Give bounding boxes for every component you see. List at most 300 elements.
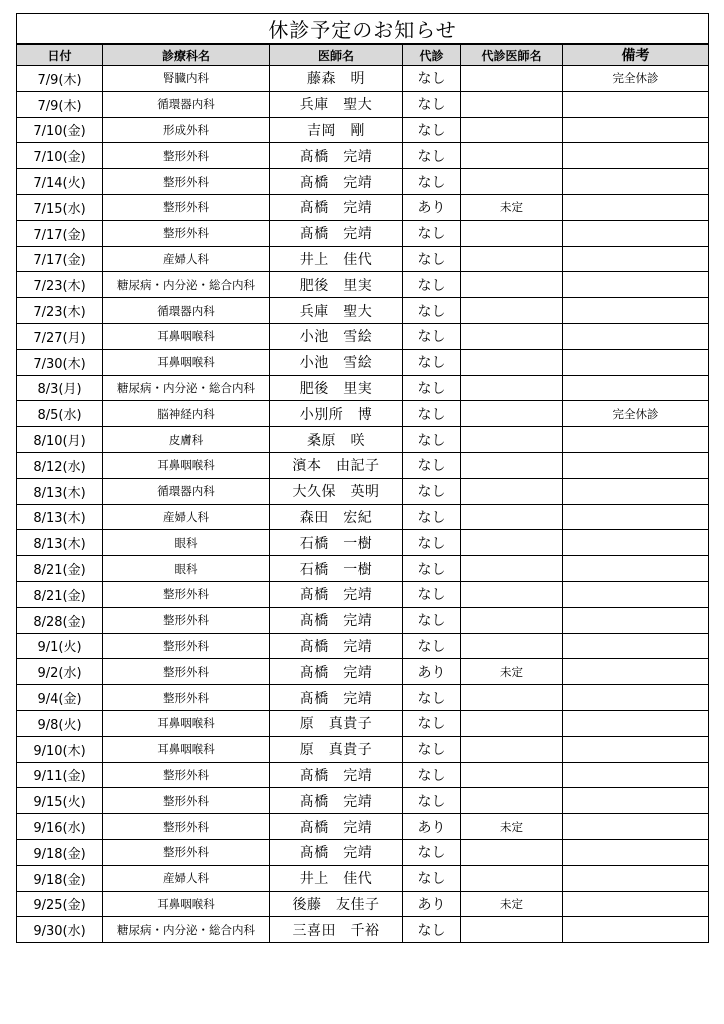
substitute-cell bbox=[403, 220, 461, 246]
date-cell-text: 9/18(金) bbox=[33, 872, 86, 888]
date-cell-text: 8/12(水) bbox=[33, 459, 86, 475]
table-row bbox=[17, 762, 709, 788]
date-cell-text: 9/16(水) bbox=[33, 821, 86, 836]
department-cell-text: 整形外科 bbox=[163, 767, 209, 782]
remarks-cell-text: 完全休診 bbox=[612, 406, 659, 421]
doctor-cell bbox=[270, 349, 403, 375]
doctor-cell-text: 藤森 明 bbox=[307, 71, 365, 88]
remarks-cell bbox=[563, 220, 709, 246]
table-row bbox=[17, 788, 709, 814]
substitute-doctor-cell bbox=[461, 607, 563, 633]
department-cell-text: 整形外科 bbox=[163, 174, 209, 189]
substitute-cell bbox=[403, 504, 461, 530]
substitute-cell-text: あり bbox=[417, 896, 446, 913]
department-cell bbox=[103, 891, 270, 917]
substitute-cell bbox=[403, 556, 461, 582]
date-cell-text: 8/13(木) bbox=[33, 485, 86, 501]
table-row bbox=[17, 349, 709, 375]
remarks-cell bbox=[563, 633, 709, 659]
date-cell-text: 7/23(木) bbox=[33, 305, 86, 321]
remarks-cell bbox=[563, 736, 709, 762]
department-cell bbox=[103, 736, 270, 762]
substitute-doctor-cell bbox=[461, 865, 563, 891]
doctor-cell-text: 肥後 里実 bbox=[299, 277, 373, 294]
table-row bbox=[17, 891, 709, 917]
doctor-cell bbox=[270, 220, 403, 246]
table-row bbox=[17, 220, 709, 246]
substitute-cell bbox=[403, 349, 461, 375]
doctor-cell-text: 兵庫 聖大 bbox=[299, 97, 373, 114]
table-row bbox=[17, 865, 709, 891]
substitute-cell bbox=[403, 143, 461, 169]
date-cell bbox=[17, 194, 103, 220]
substitute-cell bbox=[403, 375, 461, 401]
substitute-cell bbox=[403, 401, 461, 427]
doctor-cell bbox=[270, 323, 403, 349]
date-cell bbox=[17, 272, 103, 298]
doctor-cell bbox=[270, 375, 403, 401]
date-cell bbox=[17, 143, 103, 169]
remarks-cell-text: 完全休診 bbox=[612, 71, 659, 86]
substitute-doctor-cell bbox=[461, 452, 563, 478]
doctor-cell bbox=[270, 117, 403, 143]
doctor-cell-text: 髙橋 完靖 bbox=[299, 819, 373, 836]
department-cell bbox=[103, 607, 270, 633]
substitute-cell bbox=[403, 91, 461, 117]
date-cell bbox=[17, 710, 103, 736]
substitute-cell-text: なし bbox=[417, 871, 446, 888]
department-cell bbox=[103, 659, 270, 685]
remarks-cell bbox=[563, 272, 709, 298]
substitute-doctor-cell bbox=[461, 323, 563, 349]
substitute-doctor-cell-text: 未定 bbox=[500, 896, 523, 911]
substitute-doctor-cell bbox=[461, 91, 563, 117]
substitute-cell bbox=[403, 323, 461, 349]
date-cell bbox=[17, 530, 103, 556]
date-cell bbox=[17, 659, 103, 685]
remarks-cell bbox=[563, 659, 709, 685]
substitute-cell bbox=[403, 581, 461, 607]
substitute-cell-text: なし bbox=[417, 174, 446, 191]
table-row bbox=[17, 401, 709, 427]
remarks-cell bbox=[563, 298, 709, 324]
doctor-cell-text: 髙橋 完靖 bbox=[299, 690, 373, 707]
date-cell-text: 7/15(水) bbox=[33, 201, 86, 217]
doctor-cell-text: 髙橋 完靖 bbox=[299, 174, 373, 191]
substitute-cell bbox=[403, 607, 461, 633]
date-cell bbox=[17, 91, 103, 117]
table-row bbox=[17, 659, 709, 685]
substitute-cell-text: なし bbox=[417, 638, 446, 655]
date-cell-text: 8/28(金) bbox=[33, 614, 86, 630]
date-cell bbox=[17, 865, 103, 891]
substitute-doctor-cell bbox=[461, 478, 563, 504]
header-substitute-doctor: 代診医師名 bbox=[461, 44, 563, 66]
department-cell-text: 糖尿病・内分泌・総合内科 bbox=[117, 922, 255, 937]
date-cell-text: 7/9(木) bbox=[37, 98, 82, 114]
doctor-cell bbox=[270, 91, 403, 117]
date-cell-text: 8/21(金) bbox=[33, 588, 86, 604]
doctor-cell bbox=[270, 839, 403, 865]
doctor-cell-text: 石橋 一樹 bbox=[299, 535, 373, 552]
substitute-doctor-cell bbox=[461, 66, 563, 92]
doctor-cell-text: 原 真貴子 bbox=[299, 716, 373, 733]
header-date: 日付 bbox=[17, 44, 103, 66]
doctor-cell-text: 髙橋 完靖 bbox=[299, 638, 373, 655]
department-cell bbox=[103, 633, 270, 659]
doctor-cell bbox=[270, 556, 403, 582]
remarks-cell bbox=[563, 917, 709, 943]
date-cell bbox=[17, 117, 103, 143]
date-cell bbox=[17, 375, 103, 401]
doctor-cell-text: 大久保 英明 bbox=[292, 484, 380, 501]
remarks-cell bbox=[563, 194, 709, 220]
department-cell-text: 循環器内科 bbox=[157, 303, 215, 318]
doctor-cell-text: 濱本 由記子 bbox=[292, 458, 380, 475]
date-cell-text: 9/18(金) bbox=[33, 846, 86, 862]
substitute-doctor-cell-text: 未定 bbox=[500, 200, 523, 215]
date-cell bbox=[17, 220, 103, 246]
date-cell bbox=[17, 452, 103, 478]
department-cell-text: 産婦人科 bbox=[163, 251, 209, 266]
doctor-cell-text: 髙橋 完靖 bbox=[299, 845, 373, 862]
department-cell-text: 耳鼻咽喉科 bbox=[157, 329, 215, 344]
substitute-cell bbox=[403, 66, 461, 92]
table-row bbox=[17, 298, 709, 324]
table-row bbox=[17, 427, 709, 453]
remarks-cell bbox=[563, 401, 709, 427]
substitute-cell-text: なし bbox=[417, 587, 446, 604]
substitute-cell-text: なし bbox=[417, 277, 446, 294]
header-remarks: 備考 bbox=[563, 44, 709, 66]
department-cell-text: 耳鼻咽喉科 bbox=[157, 355, 215, 370]
substitute-cell-text: なし bbox=[417, 690, 446, 707]
substitute-cell-text: なし bbox=[417, 535, 446, 552]
doctor-cell-text: 桑原 咲 bbox=[307, 432, 365, 449]
date-cell bbox=[17, 504, 103, 530]
doctor-cell bbox=[270, 478, 403, 504]
doctor-cell bbox=[270, 581, 403, 607]
table-row bbox=[17, 117, 709, 143]
table-row bbox=[17, 814, 709, 840]
department-cell-text: 整形外科 bbox=[163, 793, 209, 808]
substitute-cell-text: あり bbox=[417, 664, 446, 681]
doctor-cell-text: 髙橋 完靖 bbox=[299, 613, 373, 630]
substitute-doctor-cell bbox=[461, 401, 563, 427]
substitute-doctor-cell bbox=[461, 246, 563, 272]
date-cell-text: 9/30(水) bbox=[33, 924, 86, 940]
department-cell bbox=[103, 117, 270, 143]
date-cell-text: 8/21(金) bbox=[33, 563, 86, 579]
substitute-doctor-cell-text: 未定 bbox=[500, 664, 523, 679]
substitute-doctor-cell bbox=[461, 530, 563, 556]
date-cell-text: 9/15(火) bbox=[33, 795, 86, 811]
department-cell-text: 整形外科 bbox=[163, 613, 209, 628]
substitute-cell-text: なし bbox=[417, 226, 446, 243]
department-cell-text: 整形外科 bbox=[163, 200, 209, 215]
substitute-doctor-cell bbox=[461, 298, 563, 324]
substitute-cell bbox=[403, 659, 461, 685]
substitute-cell bbox=[403, 917, 461, 943]
department-cell bbox=[103, 349, 270, 375]
department-cell bbox=[103, 530, 270, 556]
date-cell bbox=[17, 169, 103, 195]
substitute-cell-text: なし bbox=[417, 767, 446, 784]
department-cell-text: 耳鼻咽喉科 bbox=[157, 716, 215, 731]
substitute-cell-text: なし bbox=[417, 793, 446, 810]
doctor-cell-text: 髙橋 完靖 bbox=[299, 226, 373, 243]
substitute-cell-text: なし bbox=[417, 122, 446, 139]
department-cell-text: 形成外科 bbox=[163, 122, 209, 137]
table-row bbox=[17, 169, 709, 195]
substitute-doctor-cell-text: 未定 bbox=[500, 819, 523, 834]
doctor-cell-text: 井上 佳代 bbox=[299, 871, 373, 888]
substitute-doctor-cell bbox=[461, 143, 563, 169]
remarks-cell bbox=[563, 762, 709, 788]
header-doctor: 医師名 bbox=[270, 44, 403, 66]
department-cell bbox=[103, 581, 270, 607]
date-cell-text: 7/27(月) bbox=[33, 330, 86, 346]
remarks-cell bbox=[563, 349, 709, 375]
doctor-cell bbox=[270, 659, 403, 685]
doctor-cell-text: 小池 雪絵 bbox=[299, 329, 373, 346]
substitute-cell bbox=[403, 246, 461, 272]
substitute-cell bbox=[403, 169, 461, 195]
date-cell-text: 9/11(金) bbox=[33, 769, 86, 785]
department-cell-text: 耳鼻咽喉科 bbox=[157, 896, 215, 911]
substitute-doctor-cell bbox=[461, 349, 563, 375]
substitute-cell-text: なし bbox=[417, 303, 446, 320]
department-cell-text: 眼科 bbox=[174, 535, 198, 550]
department-cell bbox=[103, 272, 270, 298]
department-cell bbox=[103, 427, 270, 453]
table-row bbox=[17, 452, 709, 478]
date-cell-text: 8/13(木) bbox=[33, 511, 86, 527]
substitute-doctor-cell bbox=[461, 659, 563, 685]
substitute-doctor-cell bbox=[461, 117, 563, 143]
doctor-cell bbox=[270, 504, 403, 530]
doctor-cell bbox=[270, 865, 403, 891]
date-cell-text: 7/23(木) bbox=[33, 279, 86, 295]
date-cell bbox=[17, 349, 103, 375]
notice-title: 休診予定のお知らせ bbox=[17, 14, 709, 45]
substitute-doctor-cell bbox=[461, 581, 563, 607]
department-cell-text: 眼科 bbox=[174, 561, 198, 576]
table-row bbox=[17, 710, 709, 736]
department-cell bbox=[103, 323, 270, 349]
substitute-doctor-cell bbox=[461, 272, 563, 298]
remarks-cell bbox=[563, 710, 709, 736]
doctor-cell-text: 石橋 一樹 bbox=[299, 561, 373, 578]
department-cell bbox=[103, 865, 270, 891]
date-cell-text: 8/5(水) bbox=[37, 408, 82, 424]
substitute-cell-text: なし bbox=[417, 355, 446, 372]
department-cell bbox=[103, 685, 270, 711]
date-cell bbox=[17, 66, 103, 92]
substitute-cell-text: なし bbox=[417, 742, 446, 759]
substitute-doctor-cell bbox=[461, 375, 563, 401]
date-cell bbox=[17, 478, 103, 504]
remarks-cell bbox=[563, 143, 709, 169]
table-row bbox=[17, 530, 709, 556]
substitute-doctor-cell bbox=[461, 504, 563, 530]
date-cell bbox=[17, 814, 103, 840]
doctor-cell bbox=[270, 272, 403, 298]
date-cell bbox=[17, 427, 103, 453]
doctor-cell bbox=[270, 788, 403, 814]
department-cell-text: 整形外科 bbox=[163, 587, 209, 602]
substitute-cell-text: なし bbox=[417, 251, 446, 268]
department-cell-text: 耳鼻咽喉科 bbox=[157, 742, 215, 757]
remarks-cell bbox=[563, 839, 709, 865]
doctor-cell bbox=[270, 762, 403, 788]
remarks-cell bbox=[563, 478, 709, 504]
substitute-cell bbox=[403, 839, 461, 865]
department-cell-text: 整形外科 bbox=[163, 690, 209, 705]
remarks-cell bbox=[563, 530, 709, 556]
department-cell bbox=[103, 401, 270, 427]
doctor-cell-text: 森田 宏紀 bbox=[299, 509, 373, 526]
substitute-cell bbox=[403, 427, 461, 453]
department-cell-text: 整形外科 bbox=[163, 638, 209, 653]
table-row bbox=[17, 839, 709, 865]
substitute-doctor-cell bbox=[461, 633, 563, 659]
date-cell-text: 7/9(木) bbox=[37, 72, 82, 88]
substitute-cell-text: なし bbox=[417, 613, 446, 630]
date-cell-text: 7/10(金) bbox=[33, 150, 86, 166]
table-row bbox=[17, 66, 709, 92]
remarks-cell bbox=[563, 427, 709, 453]
substitute-doctor-cell bbox=[461, 169, 563, 195]
table-row bbox=[17, 917, 709, 943]
department-cell bbox=[103, 710, 270, 736]
date-cell-text: 7/30(木) bbox=[33, 356, 86, 372]
table-row bbox=[17, 736, 709, 762]
doctor-cell bbox=[270, 633, 403, 659]
doctor-cell bbox=[270, 143, 403, 169]
department-cell-text: 循環器内科 bbox=[157, 97, 215, 112]
date-cell-text: 9/4(金) bbox=[37, 692, 82, 708]
table-row bbox=[17, 478, 709, 504]
date-cell bbox=[17, 917, 103, 943]
substitute-cell-text: なし bbox=[417, 922, 446, 939]
substitute-cell bbox=[403, 710, 461, 736]
department-cell bbox=[103, 556, 270, 582]
doctor-cell bbox=[270, 169, 403, 195]
date-cell-text: 8/3(月) bbox=[37, 382, 82, 398]
department-cell-text: 整形外科 bbox=[163, 226, 209, 241]
substitute-doctor-cell bbox=[461, 685, 563, 711]
department-cell bbox=[103, 504, 270, 530]
date-cell bbox=[17, 762, 103, 788]
doctor-cell-text: 小池 雪絵 bbox=[299, 355, 373, 372]
date-cell-text: 9/8(火) bbox=[37, 717, 82, 733]
doctor-cell bbox=[270, 917, 403, 943]
remarks-cell bbox=[563, 865, 709, 891]
substitute-cell bbox=[403, 788, 461, 814]
remarks-cell bbox=[563, 452, 709, 478]
substitute-cell bbox=[403, 194, 461, 220]
department-cell bbox=[103, 478, 270, 504]
date-cell bbox=[17, 788, 103, 814]
date-cell bbox=[17, 891, 103, 917]
substitute-cell-text: なし bbox=[417, 97, 446, 114]
remarks-cell bbox=[563, 323, 709, 349]
doctor-cell bbox=[270, 736, 403, 762]
doctor-cell bbox=[270, 530, 403, 556]
substitute-cell-text: なし bbox=[417, 484, 446, 501]
remarks-cell bbox=[563, 91, 709, 117]
department-cell bbox=[103, 788, 270, 814]
remarks-cell bbox=[563, 556, 709, 582]
substitute-doctor-cell bbox=[461, 788, 563, 814]
table-row bbox=[17, 323, 709, 349]
substitute-doctor-cell bbox=[461, 814, 563, 840]
substitute-cell-text: なし bbox=[417, 71, 446, 88]
table-row bbox=[17, 246, 709, 272]
substitute-cell-text: あり bbox=[417, 200, 446, 217]
department-cell-text: 整形外科 bbox=[163, 664, 209, 679]
date-cell bbox=[17, 298, 103, 324]
substitute-cell bbox=[403, 814, 461, 840]
substitute-doctor-cell bbox=[461, 556, 563, 582]
department-cell bbox=[103, 220, 270, 246]
date-cell-text: 7/10(金) bbox=[33, 124, 86, 140]
doctor-cell bbox=[270, 427, 403, 453]
doctor-cell-text: 井上 佳代 bbox=[299, 251, 373, 268]
substitute-doctor-cell bbox=[461, 891, 563, 917]
department-cell-text: 皮膚科 bbox=[168, 432, 204, 447]
doctor-cell bbox=[270, 298, 403, 324]
remarks-cell bbox=[563, 375, 709, 401]
date-cell-text: 9/1(火) bbox=[37, 640, 82, 656]
department-cell bbox=[103, 839, 270, 865]
doctor-cell-text: 兵庫 聖大 bbox=[299, 303, 373, 320]
substitute-cell-text: なし bbox=[417, 561, 446, 578]
table-row bbox=[17, 633, 709, 659]
department-cell-text: 整形外科 bbox=[163, 819, 209, 834]
header-department: 診療科名 bbox=[103, 44, 270, 66]
date-cell-text: 9/2(水) bbox=[37, 666, 82, 682]
table-row bbox=[17, 91, 709, 117]
doctor-cell bbox=[270, 891, 403, 917]
table-body bbox=[17, 66, 709, 943]
doctor-cell-text: 小別所 博 bbox=[299, 406, 373, 423]
department-cell-text: 循環器内科 bbox=[157, 484, 215, 499]
department-cell-text: 脳神経内科 bbox=[157, 406, 215, 421]
doctor-cell-text: 髙橋 完靖 bbox=[299, 767, 373, 784]
department-cell-text: 整形外科 bbox=[163, 845, 209, 860]
substitute-cell bbox=[403, 530, 461, 556]
substitute-cell-text: あり bbox=[417, 819, 446, 836]
date-cell-text: 7/17(金) bbox=[33, 227, 86, 243]
table-row bbox=[17, 504, 709, 530]
doctor-cell bbox=[270, 452, 403, 478]
date-cell-text: 9/10(木) bbox=[33, 743, 86, 759]
date-cell bbox=[17, 401, 103, 427]
remarks-cell bbox=[563, 685, 709, 711]
date-cell bbox=[17, 736, 103, 762]
department-cell-text: 腎臓内科 bbox=[163, 71, 209, 86]
doctor-cell bbox=[270, 710, 403, 736]
department-cell bbox=[103, 452, 270, 478]
substitute-cell bbox=[403, 865, 461, 891]
date-cell-text: 7/14(火) bbox=[33, 176, 86, 192]
remarks-cell bbox=[563, 581, 709, 607]
table-row bbox=[17, 375, 709, 401]
doctor-cell-text: 髙橋 完靖 bbox=[299, 148, 373, 165]
substitute-cell bbox=[403, 633, 461, 659]
